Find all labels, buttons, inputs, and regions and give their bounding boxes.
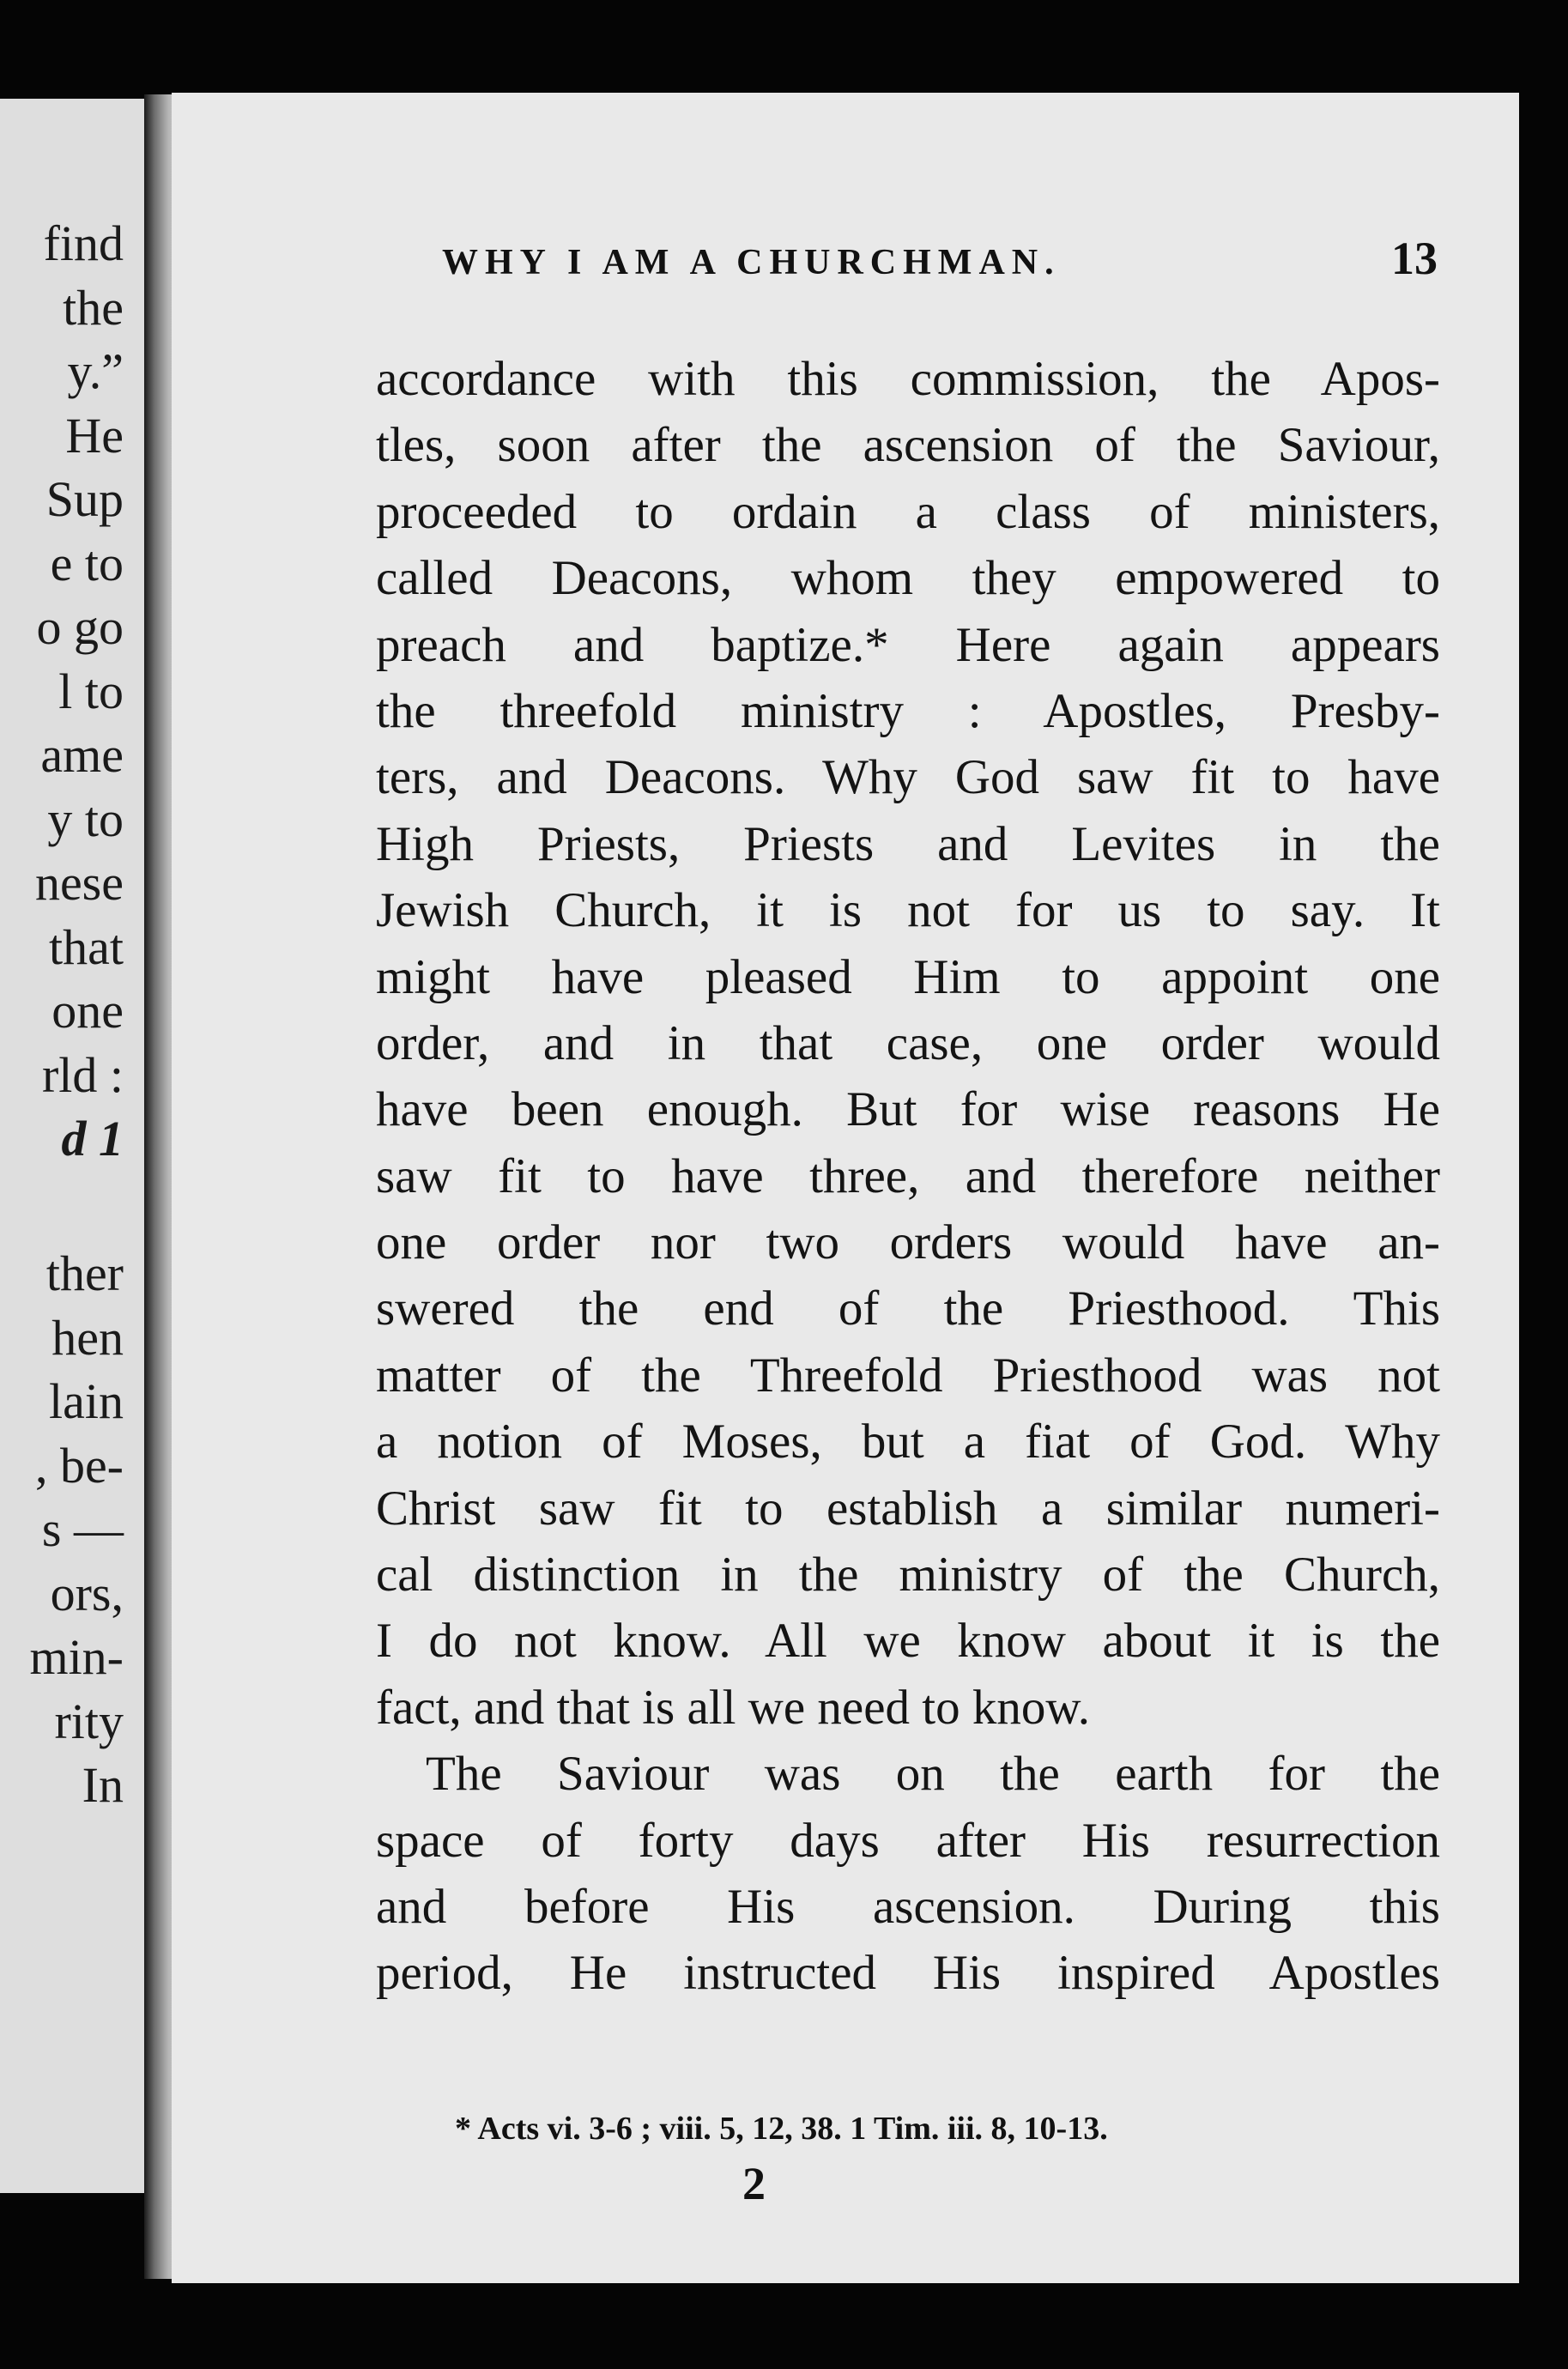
text-line: saw fit to have three, and therefore neither — [376, 1148, 1440, 1203]
left-page-line: hen — [51, 1310, 124, 1366]
left-page-line: , be- — [34, 1438, 124, 1494]
text-line: swered the end of the Priesthood. This — [376, 1281, 1440, 1336]
body-text — [376, 346, 1440, 2007]
text-line: matter of the Threefold Priesthood was not — [376, 1348, 1440, 1403]
left-page-line: ame — [40, 727, 124, 783]
book-page — [172, 93, 1519, 2283]
running-title: WHY I AM A CHURCHMAN. — [442, 243, 1061, 282]
left-page-line: y to — [47, 791, 124, 847]
signature-mark: 2 — [742, 2158, 766, 2209]
text-line: a notion of Moses, but a fiat of God. Why — [376, 1415, 1440, 1469]
left-page-line: the — [63, 280, 124, 336]
text-line: proceeded to ordain a class of ministers, — [376, 484, 1440, 539]
text-line: have been enough. But for wise reasons He — [376, 1082, 1440, 1137]
left-page-line: nese — [34, 855, 124, 911]
left-page-line: ther — [45, 1245, 124, 1301]
text-line: called Deacons, whom they empowered to — [376, 551, 1440, 606]
left-page-line: s — — [41, 1501, 124, 1557]
text-line: and before His ascension. During this — [376, 1879, 1440, 1934]
left-page-line: He — [65, 408, 124, 464]
text-line: Christ saw fit to establish a similar numeri- — [376, 1481, 1440, 1536]
text-line: cal distinction in the ministry of the Church, — [376, 1548, 1440, 1603]
left-page-line: d 1 — [61, 1111, 124, 1166]
text-line: I do not know. All we know about it is the — [376, 1614, 1440, 1669]
text-line: fact, and that is all we need to know. — [376, 1680, 1091, 1735]
left-page-line: e to — [50, 536, 124, 591]
text-line: might have pleased Him to appoint one — [376, 949, 1440, 1004]
left-page-line: y.” — [67, 343, 124, 399]
left-page-line: o go — [36, 599, 124, 655]
text-line: High Priests, Priests and Levites in the — [376, 816, 1440, 871]
text-line: order, and in that case, one order would — [376, 1015, 1440, 1070]
left-page-line: find — [43, 215, 124, 271]
left-page-line: one — [51, 983, 124, 1039]
text-line: period, He instructed His inspired Apostles — [376, 1946, 1440, 2001]
text-line: preach and baptize.* Here again appears — [376, 617, 1440, 672]
page-number: 13 — [1391, 233, 1438, 284]
text-line: one order nor two orders would have an- — [376, 1215, 1440, 1270]
left-page-line: In — [82, 1757, 124, 1813]
page-header — [442, 232, 1438, 285]
left-page-line: l to — [58, 663, 124, 719]
left-page-line: rld : — [41, 1047, 124, 1103]
left-page-line: that — [49, 919, 124, 975]
left-page-line: rity — [54, 1693, 124, 1749]
text-line: ters, and Deacons. Why God saw fit to have — [376, 750, 1440, 805]
text-line: accordance with this commission, the Apos- — [376, 352, 1440, 406]
footnote: * Acts vi. 3-6 ; viii. 5, 12, 38. 1 Tim. iii. 8, 10-13. — [455, 2111, 1108, 2147]
text-line: the threefold ministry : Apostles, Presby- — [376, 683, 1440, 738]
text-line: Jewish Church, it is not for us to say. It — [376, 883, 1440, 938]
left-page-line: lain — [49, 1373, 124, 1429]
text-line: space of forty days after His resurrection — [376, 1813, 1440, 1868]
text-line: The Saviour was on the earth for the — [426, 1747, 1440, 1802]
text-line: tles, soon after the ascension of the Saviour, — [376, 418, 1440, 473]
left-page-line: Sup — [45, 471, 124, 527]
left-page-line: ors, — [50, 1566, 124, 1621]
left-page-fragment — [0, 99, 144, 2193]
left-page-line: min- — [29, 1629, 124, 1685]
